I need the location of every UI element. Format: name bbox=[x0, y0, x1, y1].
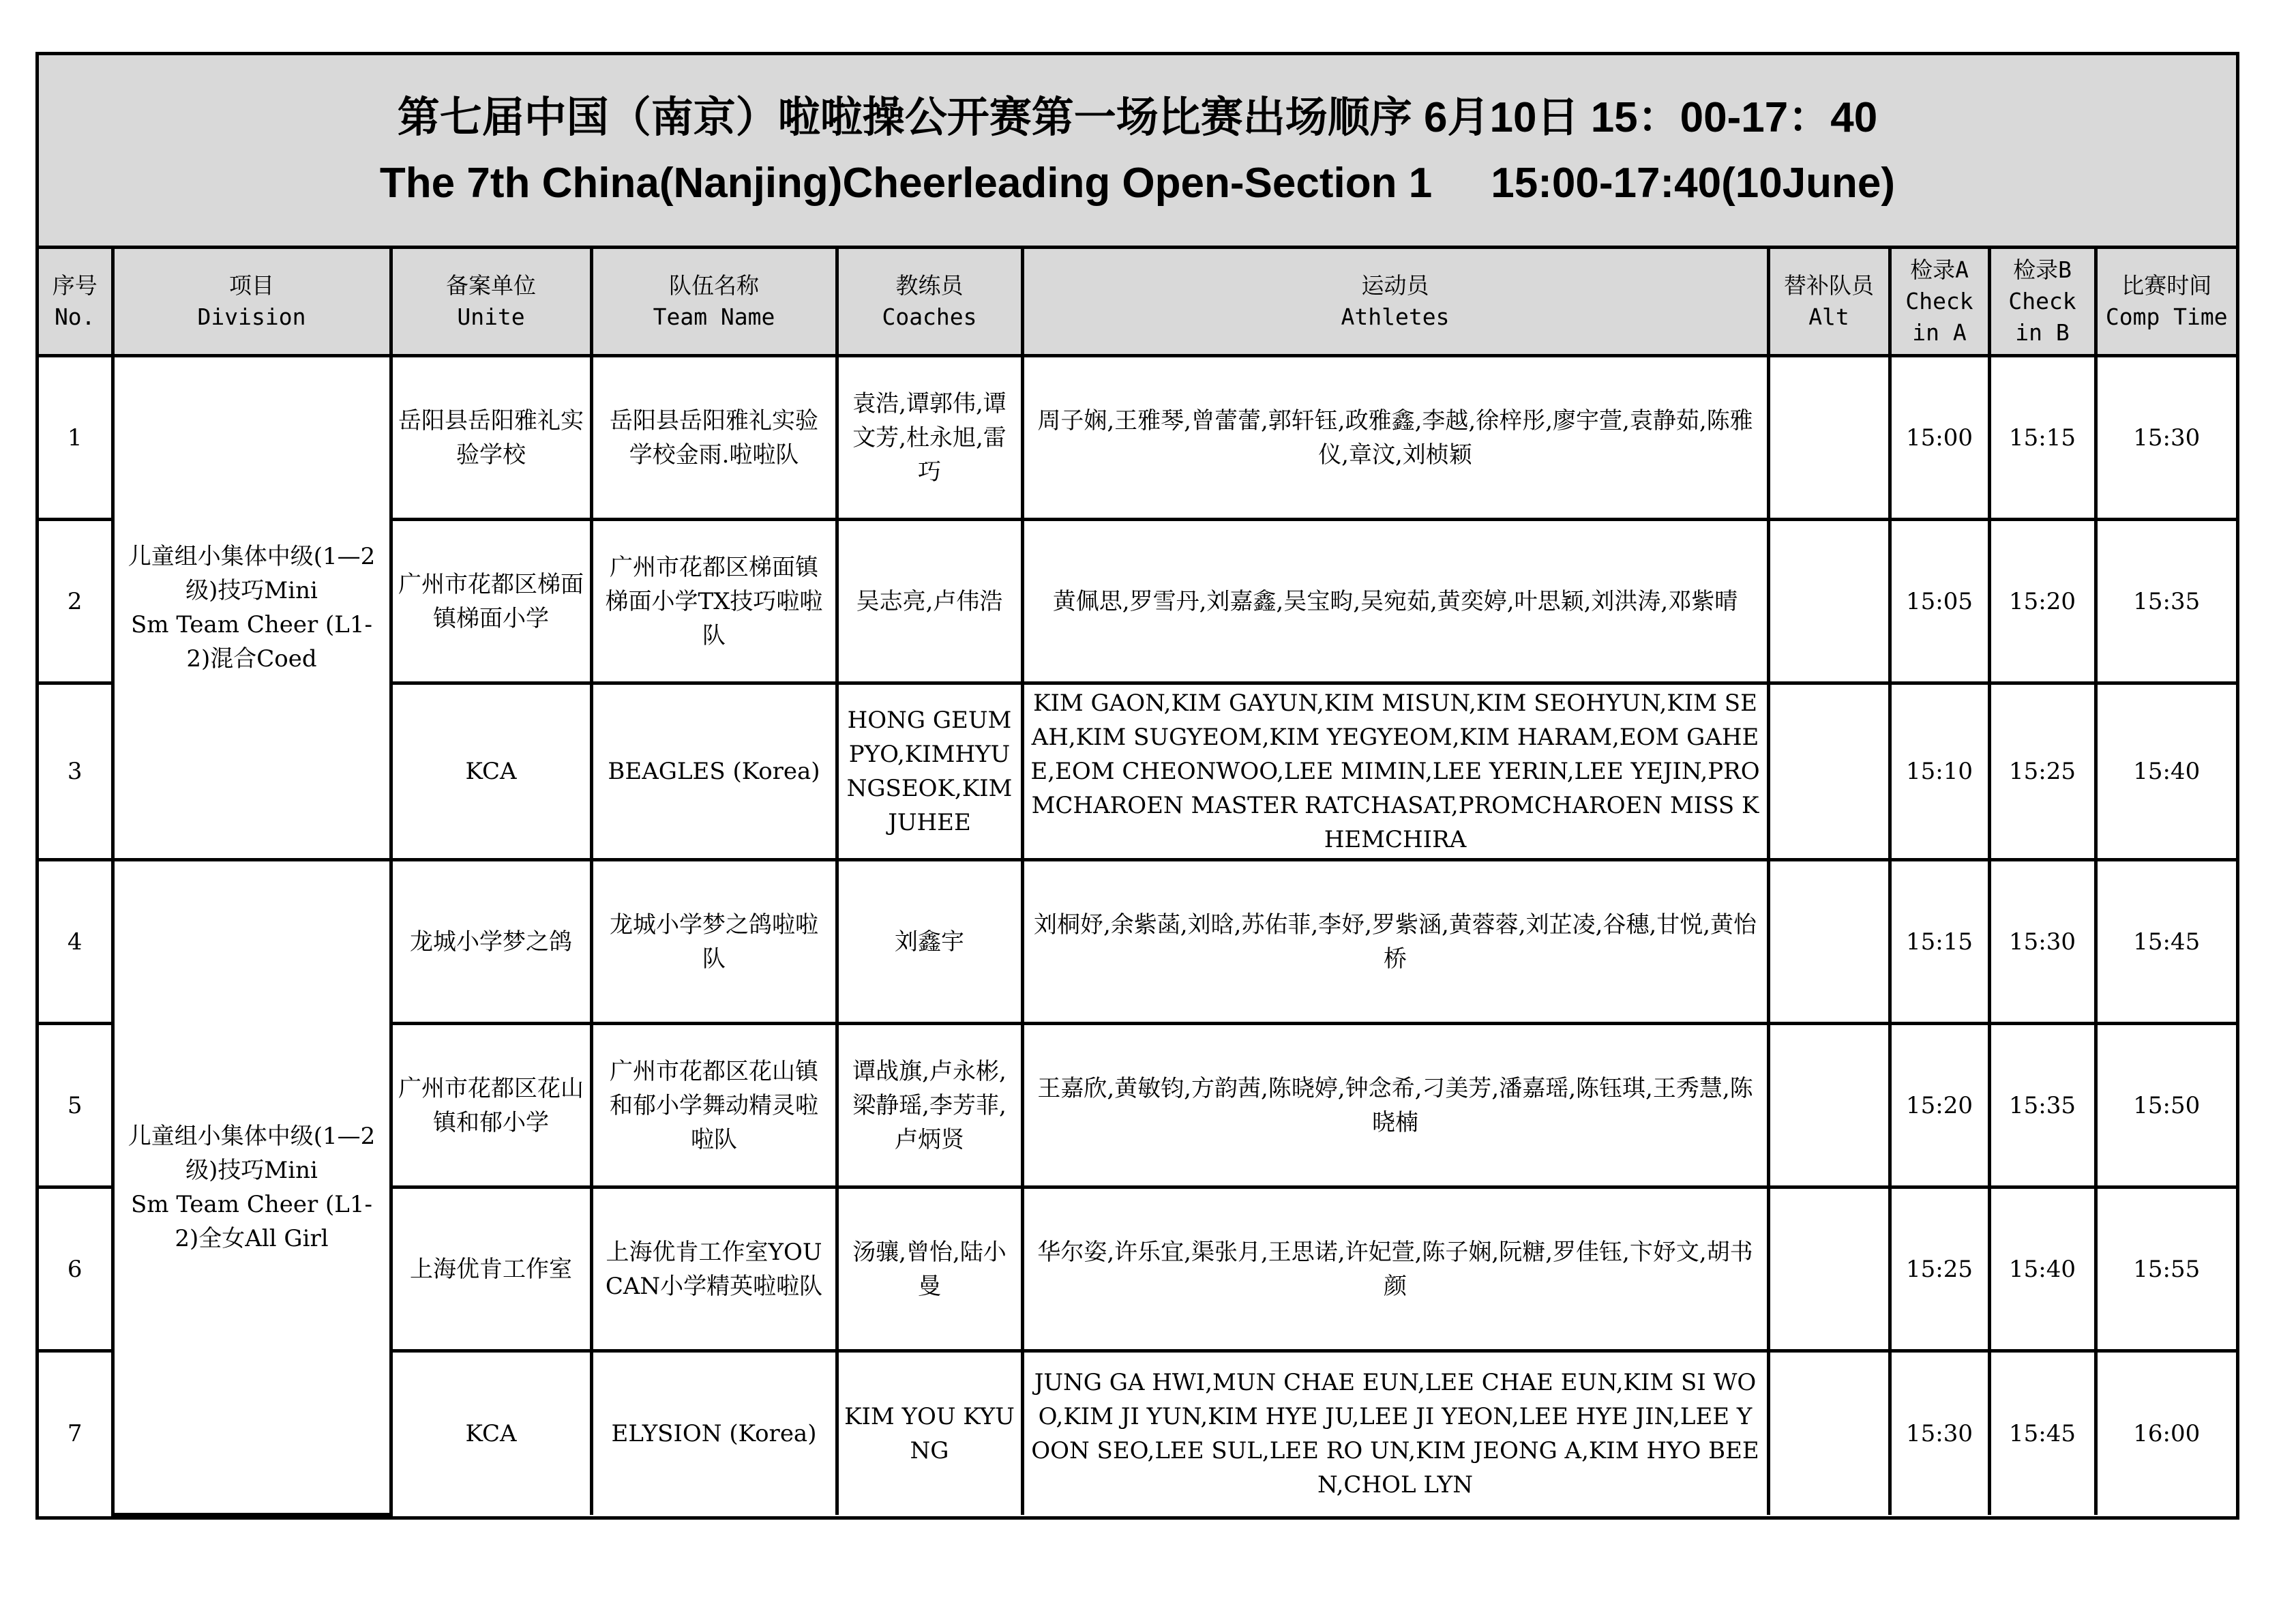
header-alt: 替补队员 Alt bbox=[1768, 249, 1890, 356]
cell-unite: 上海优肯工作室 bbox=[391, 1187, 591, 1351]
cell-no: 6 bbox=[39, 1187, 113, 1351]
cell-coaches: 谭战旗,卢永彬,梁静瑶,李芳菲,卢炳贤 bbox=[837, 1024, 1022, 1187]
header-no: 序号 No. bbox=[39, 249, 113, 356]
cell-alt bbox=[1768, 860, 1890, 1024]
cell-no: 7 bbox=[39, 1351, 113, 1515]
cell-athletes: 华尔姿,许乐宜,渠张月,王思诺,许妃萱,陈子娴,阮糖,罗佳钰,卞妤文,胡书颜 bbox=[1022, 1187, 1768, 1351]
cell-coaches: 刘鑫宇 bbox=[837, 860, 1022, 1024]
cell-athletes: 刘桐妤,余紫菡,刘晗,苏佑菲,李妤,罗紫涵,黄蓉蓉,刘芷凌,谷穗,甘悦,黄怡桥 bbox=[1022, 860, 1768, 1024]
header-check-in-b: 检录B Check in B bbox=[1989, 249, 2096, 356]
cell-check-in-a: 15:00 bbox=[1890, 356, 1989, 520]
cell-coaches: 汤骧,曾怡,陆小曼 bbox=[837, 1187, 1022, 1351]
header-comp-time: 比赛时间 Comp Time bbox=[2096, 249, 2236, 356]
cell-comp-time: 15:35 bbox=[2096, 520, 2236, 683]
schedule-table bbox=[39, 249, 2236, 1516]
cell-check-in-b: 15:15 bbox=[1989, 356, 2096, 520]
cell-division: 儿童组小集体中级(1—2级)技巧Mini Sm Team Cheer (L1-2)混合Coed bbox=[113, 356, 391, 860]
cell-check-in-a: 15:20 bbox=[1890, 1024, 1989, 1187]
cell-check-in-a: 15:05 bbox=[1890, 520, 1989, 683]
cell-check-in-a: 15:15 bbox=[1890, 860, 1989, 1024]
cell-comp-time: 15:50 bbox=[2096, 1024, 2236, 1187]
cell-alt bbox=[1768, 356, 1890, 520]
header-check-in-a: 检录A Check in A bbox=[1890, 249, 1989, 356]
cell-coaches: KIM YOU KYUNG bbox=[837, 1351, 1022, 1515]
cell-unite: KCA bbox=[391, 683, 591, 860]
cell-team-name: 岳阳县岳阳雅礼实验学校金雨.啦啦队 bbox=[591, 356, 837, 520]
cell-check-in-b: 15:45 bbox=[1989, 1351, 2096, 1515]
cell-no: 5 bbox=[39, 1024, 113, 1187]
cell-comp-time: 15:55 bbox=[2096, 1187, 2236, 1351]
title-chinese: 第七届中国（南京）啦啦操公开赛第一场比赛出场顺序 6月10日 15：00-17：40 bbox=[397, 93, 1878, 141]
cell-alt bbox=[1768, 1187, 1890, 1351]
cell-comp-time: 15:40 bbox=[2096, 683, 2236, 860]
cell-coaches: 吴志亮,卢伟浩 bbox=[837, 520, 1022, 683]
cell-check-in-a: 15:30 bbox=[1890, 1351, 1989, 1515]
cell-division: 儿童组小集体中级(1—2级)技巧Mini Sm Team Cheer (L1-2)全女All Girl bbox=[113, 860, 391, 1515]
cell-check-in-b: 15:40 bbox=[1989, 1187, 2096, 1351]
cell-athletes: 黄佩思,罗雪丹,刘嘉鑫,吴宝畇,吴宛茹,黄奕婷,叶思颖,刘洪涛,邓紫晴 bbox=[1022, 520, 1768, 683]
cell-team-name: 广州市花都区花山镇和郁小学舞动精灵啦啦队 bbox=[591, 1024, 837, 1187]
cell-alt bbox=[1768, 1351, 1890, 1515]
cell-check-in-b: 15:20 bbox=[1989, 520, 2096, 683]
cell-check-in-b: 15:30 bbox=[1989, 860, 2096, 1024]
cell-athletes: 周子娴,王雅琴,曾蕾蕾,郭轩钰,政雅鑫,李越,徐梓彤,廖宇萱,袁静茹,陈雅仪,章汶,刘桢颖 bbox=[1022, 356, 1768, 520]
cell-comp-time: 15:30 bbox=[2096, 356, 2236, 520]
cell-alt bbox=[1768, 683, 1890, 860]
cell-check-in-b: 15:35 bbox=[1989, 1024, 2096, 1187]
cell-alt bbox=[1768, 520, 1890, 683]
cell-unite: 广州市花都区梯面镇梯面小学 bbox=[391, 520, 591, 683]
table-row bbox=[39, 356, 2236, 520]
title-english: The 7th China(Nanjing)Cheerleading Open-Section 1 15:00-17:40(10June) bbox=[379, 159, 1896, 207]
cell-no: 1 bbox=[39, 356, 113, 520]
cell-athletes: KIM GAON,KIM GAYUN,KIM MISUN,KIM SEOHYUN,KIM SEAH,KIM SUGYEOM,KIM YEGYEOM,KIM HARAM,EOM GAHEE,EOM CHEONWOO,LEE MIMIN,LEE YERIN,LEE YEJIN,PROMCHAROEN MASTER RATCHASAT,PROMCHAROEN MISS KHEMCHIRA bbox=[1022, 683, 1768, 860]
cell-check-in-b: 15:25 bbox=[1989, 683, 2096, 860]
table-row bbox=[39, 860, 2236, 1024]
cell-athletes: 王嘉欣,黄敏钧,方韵茜,陈晓婷,钟念希,刁美芳,潘嘉瑶,陈钰琪,王秀慧,陈晓楠 bbox=[1022, 1024, 1768, 1187]
cell-comp-time: 16:00 bbox=[2096, 1351, 2236, 1515]
cell-team-name: BEAGLES (Korea) bbox=[591, 683, 837, 860]
header-division: 项目 Division bbox=[113, 249, 391, 356]
cell-unite: 龙城小学梦之鸽 bbox=[391, 860, 591, 1024]
cell-team-name: 龙城小学梦之鸽啦啦队 bbox=[591, 860, 837, 1024]
cell-no: 4 bbox=[39, 860, 113, 1024]
title-block bbox=[39, 55, 2236, 249]
cell-check-in-a: 15:25 bbox=[1890, 1187, 1989, 1351]
cell-coaches: HONG GEUMPYO,KIMHYUNGSEOK,KIM JUHEE bbox=[837, 683, 1022, 860]
header-athletes: 运动员 Athletes bbox=[1022, 249, 1768, 356]
cell-team-name: ELYSION (Korea) bbox=[591, 1351, 837, 1515]
cell-unite: 广州市花都区花山镇和郁小学 bbox=[391, 1024, 591, 1187]
cell-comp-time: 15:45 bbox=[2096, 860, 2236, 1024]
header-unite: 备案单位 Unite bbox=[391, 249, 591, 356]
cell-no: 3 bbox=[39, 683, 113, 860]
header-row bbox=[39, 249, 2236, 356]
cell-alt bbox=[1768, 1024, 1890, 1187]
header-coaches: 教练员 Coaches bbox=[837, 249, 1022, 356]
cell-no: 2 bbox=[39, 520, 113, 683]
cell-unite: 岳阳县岳阳雅礼实验学校 bbox=[391, 356, 591, 520]
cell-check-in-a: 15:10 bbox=[1890, 683, 1989, 860]
cell-unite: KCA bbox=[391, 1351, 591, 1515]
schedule-sheet bbox=[35, 52, 2239, 1520]
cell-team-name: 上海优肯工作室YOU CAN小学精英啦啦队 bbox=[591, 1187, 837, 1351]
header-team-name: 队伍名称 Team Name bbox=[591, 249, 837, 356]
cell-team-name: 广州市花都区梯面镇梯面小学TX技巧啦啦队 bbox=[591, 520, 837, 683]
cell-athletes: JUNG GA HWI,MUN CHAE EUN,LEE CHAE EUN,KIM SI WOO,KIM JI YUN,KIM HYE JU,LEE JI YEON,LEE HYE JIN,LEE YOON SEO,LEE SUL,LEE RO UN,KIM JEONG A,KIM HYO BEEN,CHOL LYN bbox=[1022, 1351, 1768, 1515]
cell-coaches: 袁浩,谭郭伟,谭文芳,杜永旭,雷巧 bbox=[837, 356, 1022, 520]
